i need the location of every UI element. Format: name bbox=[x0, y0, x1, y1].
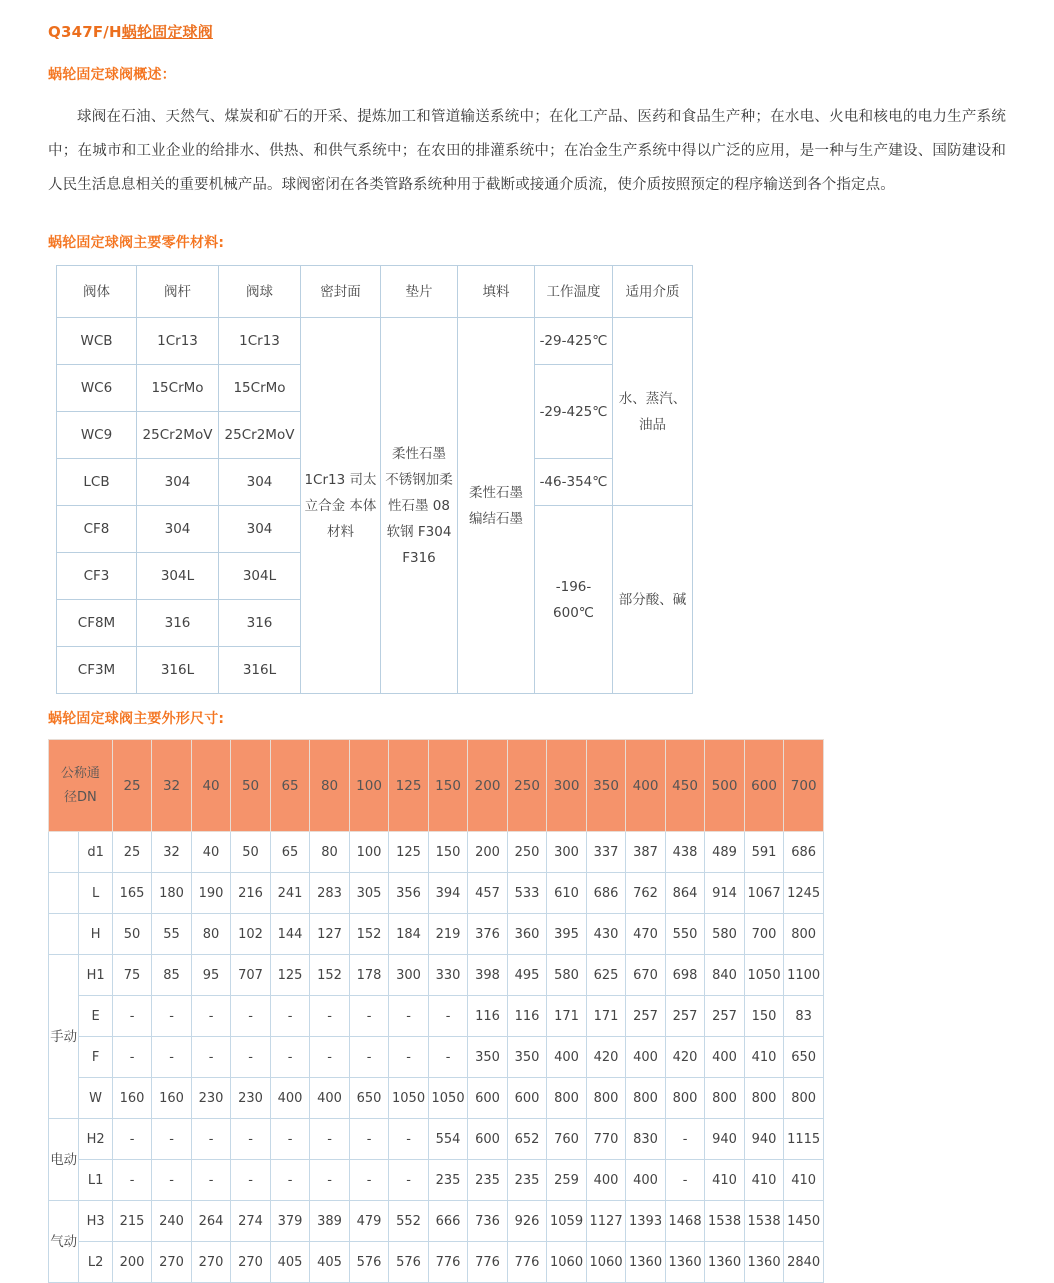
dimensions-header-dn-label: 公称通径DN bbox=[49, 740, 113, 832]
dimensions-cell-W-dn400: 800 bbox=[626, 1078, 666, 1119]
dimensions-cell-H2-dn350: 770 bbox=[586, 1119, 626, 1160]
dimensions-cell-d1-dn250: 250 bbox=[507, 832, 547, 873]
materials-cell-valve-stem: 25Cr2MoV bbox=[137, 412, 219, 459]
dimensions-cell-F-dn40: - bbox=[191, 1037, 231, 1078]
dimensions-cell-W-dn600: 800 bbox=[744, 1078, 784, 1119]
dimensions-cell-E-dn25: - bbox=[112, 996, 152, 1037]
dimensions-cell-H2-dn40: - bbox=[191, 1119, 231, 1160]
dimensions-cell-H1-dn40: 95 bbox=[191, 955, 231, 996]
dimensions-cell-d1-dn100: 100 bbox=[349, 832, 389, 873]
dimensions-cell-d1-dn50: 50 bbox=[231, 832, 271, 873]
dimensions-cell-W-dn700: 800 bbox=[784, 1078, 824, 1119]
dimensions-header-dn-500: 500 bbox=[705, 740, 745, 832]
dimensions-header-dn-400: 400 bbox=[626, 740, 666, 832]
dimensions-header-dn-200: 200 bbox=[468, 740, 508, 832]
dimensions-symbol-H3: H3 bbox=[79, 1201, 112, 1242]
dimensions-symbol-H2: H2 bbox=[79, 1119, 112, 1160]
materials-cell-valve-ball: 15CrMo bbox=[219, 365, 301, 412]
dimensions-cell-L2-dn65: 405 bbox=[270, 1242, 310, 1283]
dimensions-cell-H-dn500: 580 bbox=[705, 914, 745, 955]
dimensions-cell-H2-dn400: 830 bbox=[626, 1119, 666, 1160]
materials-cell-valve-body: WCB bbox=[57, 318, 137, 365]
dimensions-cell-W-dn65: 400 bbox=[270, 1078, 310, 1119]
dimensions-symbol-d1: d1 bbox=[79, 832, 112, 873]
dimensions-cell-H2-dn500: 940 bbox=[705, 1119, 745, 1160]
dimensions-cell-L2-dn400: 1360 bbox=[626, 1242, 666, 1283]
dimensions-cell-L1-dn150: 235 bbox=[428, 1160, 468, 1201]
materials-header-work-temp: 工作温度 bbox=[535, 266, 613, 318]
materials-cell-work-temp: -29-425℃ bbox=[535, 365, 613, 459]
dimensions-cell-H3-dn400: 1393 bbox=[626, 1201, 666, 1242]
dimensions-header-dn-100: 100 bbox=[349, 740, 389, 832]
dimensions-cell-H1-dn50: 707 bbox=[231, 955, 271, 996]
dimensions-cell-H1-dn150: 330 bbox=[428, 955, 468, 996]
dimensions-cell-L2-dn125: 576 bbox=[389, 1242, 429, 1283]
overview-heading: 蜗轮固定球阀概述： bbox=[48, 67, 176, 83]
dimensions-cell-H-dn65: 144 bbox=[270, 914, 310, 955]
dimensions-cell-d1-dn700: 686 bbox=[784, 832, 824, 873]
materials-row bbox=[57, 318, 693, 365]
dimensions-cell-L2-dn32: 270 bbox=[152, 1242, 192, 1283]
dimensions-cell-H1-dn300: 580 bbox=[547, 955, 587, 996]
dimensions-group-empty bbox=[49, 914, 79, 955]
dimensions-symbol-L: L bbox=[79, 873, 112, 914]
dimensions-cell-L-dn300: 610 bbox=[547, 873, 587, 914]
materials-cell-valve-ball: 1Cr13 bbox=[219, 318, 301, 365]
dimensions-cell-H3-dn32: 240 bbox=[152, 1201, 192, 1242]
product-page bbox=[0, 21, 1054, 1283]
dimensions-cell-E-dn150: - bbox=[428, 996, 468, 1037]
dimensions-cell-H-dn700: 800 bbox=[784, 914, 824, 955]
dimensions-cell-L2-dn450: 1360 bbox=[665, 1242, 705, 1283]
dimensions-cell-F-dn500: 400 bbox=[705, 1037, 745, 1078]
dimensions-group-empty bbox=[49, 832, 79, 873]
dimensions-cell-H3-dn125: 552 bbox=[389, 1201, 429, 1242]
dimensions-cell-W-dn32: 160 bbox=[152, 1078, 192, 1119]
dimensions-symbol-L2: L2 bbox=[79, 1242, 112, 1283]
dimensions-cell-E-dn350: 171 bbox=[586, 996, 626, 1037]
dimensions-cell-H2-dn450: - bbox=[665, 1119, 705, 1160]
materials-cell-valve-ball: 304 bbox=[219, 459, 301, 506]
dimensions-cell-H-dn32: 55 bbox=[152, 914, 192, 955]
dimensions-cell-L2-dn200: 776 bbox=[468, 1242, 508, 1283]
dimensions-cell-L1-dn100: - bbox=[349, 1160, 389, 1201]
dimensions-cell-W-dn100: 650 bbox=[349, 1078, 389, 1119]
dimensions-cell-L2-dn80: 405 bbox=[310, 1242, 350, 1283]
page-title-prefix: Q347F/H bbox=[48, 23, 122, 41]
dimensions-cell-d1-dn150: 150 bbox=[428, 832, 468, 873]
dimensions-cell-H-dn200: 376 bbox=[468, 914, 508, 955]
dimensions-cell-W-dn450: 800 bbox=[665, 1078, 705, 1119]
dimensions-cell-F-dn50: - bbox=[231, 1037, 271, 1078]
dimensions-cell-L-dn500: 914 bbox=[705, 873, 745, 914]
dimensions-cell-L1-dn40: - bbox=[191, 1160, 231, 1201]
dimensions-cell-H2-dn150: 554 bbox=[428, 1119, 468, 1160]
dimensions-cell-H1-dn350: 625 bbox=[586, 955, 626, 996]
dimensions-cell-E-dn80: - bbox=[310, 996, 350, 1037]
dimensions-cell-H1-dn100: 178 bbox=[349, 955, 389, 996]
dimensions-header-dn-150: 150 bbox=[428, 740, 468, 832]
dimensions-cell-F-dn65: - bbox=[270, 1037, 310, 1078]
dimensions-cell-d1-dn350: 337 bbox=[586, 832, 626, 873]
dimensions-table bbox=[48, 739, 824, 1283]
dimensions-symbol-F: F bbox=[79, 1037, 112, 1078]
dimensions-cell-L2-dn250: 776 bbox=[507, 1242, 547, 1283]
materials-cell-valve-ball: 316L bbox=[219, 647, 301, 694]
materials-cell-valve-body: CF3M bbox=[57, 647, 137, 694]
materials-cell-valve-ball: 304L bbox=[219, 553, 301, 600]
dimensions-header-dn-700: 700 bbox=[784, 740, 824, 832]
dimensions-cell-L2-dn40: 270 bbox=[191, 1242, 231, 1283]
dimensions-symbol-H1: H1 bbox=[79, 955, 112, 996]
dimensions-cell-d1-dn450: 438 bbox=[665, 832, 705, 873]
dimensions-cell-H3-dn250: 926 bbox=[507, 1201, 547, 1242]
dimensions-cell-L-dn700: 1245 bbox=[784, 873, 824, 914]
dimensions-cell-H3-dn80: 389 bbox=[310, 1201, 350, 1242]
dimensions-cell-H1-dn250: 495 bbox=[507, 955, 547, 996]
dimensions-cell-H1-dn80: 152 bbox=[310, 955, 350, 996]
dimensions-cell-H3-dn300: 1059 bbox=[547, 1201, 587, 1242]
dimensions-cell-H2-dn200: 600 bbox=[468, 1119, 508, 1160]
dimensions-cell-H-dn350: 430 bbox=[586, 914, 626, 955]
materials-cell-valve-stem: 316L bbox=[137, 647, 219, 694]
dimensions-group-electric: 电动 bbox=[49, 1119, 79, 1201]
dimensions-header-dn-50: 50 bbox=[231, 740, 271, 832]
dimensions-row bbox=[49, 832, 824, 873]
dimensions-cell-H2-dn125: - bbox=[389, 1119, 429, 1160]
materials-cell-valve-ball: 25Cr2MoV bbox=[219, 412, 301, 459]
dimensions-header-dn-600: 600 bbox=[744, 740, 784, 832]
dimensions-cell-L-dn600: 1067 bbox=[744, 873, 784, 914]
dimensions-cell-H1-dn65: 125 bbox=[270, 955, 310, 996]
dimensions-cell-H2-dn65: - bbox=[270, 1119, 310, 1160]
dimensions-cell-E-dn250: 116 bbox=[507, 996, 547, 1037]
dimensions-cell-H1-dn600: 1050 bbox=[744, 955, 784, 996]
dimensions-symbol-E: E bbox=[79, 996, 112, 1037]
materials-cell-valve-stem: 304L bbox=[137, 553, 219, 600]
dimensions-cell-W-dn25: 160 bbox=[112, 1078, 152, 1119]
materials-cell-valve-body: LCB bbox=[57, 459, 137, 506]
dimensions-cell-H-dn50: 102 bbox=[231, 914, 271, 955]
dimensions-row bbox=[49, 1119, 824, 1160]
dimensions-cell-F-dn250: 350 bbox=[507, 1037, 547, 1078]
dimensions-group-pneumatic: 气动 bbox=[49, 1201, 79, 1283]
dimensions-cell-L1-dn125: - bbox=[389, 1160, 429, 1201]
materials-header-seal-face: 密封面 bbox=[301, 266, 381, 318]
dimensions-cell-L1-dn32: - bbox=[152, 1160, 192, 1201]
materials-cell-work-temp: -29-425℃ bbox=[535, 318, 613, 365]
dimensions-header-dn-450: 450 bbox=[665, 740, 705, 832]
dimensions-cell-E-dn400: 257 bbox=[626, 996, 666, 1037]
dimensions-header-dn-65: 65 bbox=[270, 740, 310, 832]
dimensions-cell-d1-dn500: 489 bbox=[705, 832, 745, 873]
dimensions-cell-E-dn100: - bbox=[349, 996, 389, 1037]
dimensions-cell-H2-dn32: - bbox=[152, 1119, 192, 1160]
materials-table bbox=[56, 265, 693, 694]
dimensions-cell-L-dn40: 190 bbox=[191, 873, 231, 914]
dimensions-cell-L1-dn300: 259 bbox=[547, 1160, 587, 1201]
dimensions-cell-H-dn40: 80 bbox=[191, 914, 231, 955]
dimensions-header-dn-40: 40 bbox=[191, 740, 231, 832]
dimensions-cell-d1-dn40: 40 bbox=[191, 832, 231, 873]
dimensions-cell-H2-dn600: 940 bbox=[744, 1119, 784, 1160]
dimensions-cell-W-dn300: 800 bbox=[547, 1078, 587, 1119]
materials-header-valve-ball: 阀球 bbox=[219, 266, 301, 318]
dimensions-cell-H3-dn350: 1127 bbox=[586, 1201, 626, 1242]
dimensions-cell-d1-dn400: 387 bbox=[626, 832, 666, 873]
dimensions-row bbox=[49, 1242, 824, 1283]
dimensions-cell-H3-dn100: 479 bbox=[349, 1201, 389, 1242]
dimensions-cell-L-dn250: 533 bbox=[507, 873, 547, 914]
dimensions-cell-F-dn80: - bbox=[310, 1037, 350, 1078]
dimensions-cell-d1-dn600: 591 bbox=[744, 832, 784, 873]
dimensions-cell-d1-dn65: 65 bbox=[270, 832, 310, 873]
materials-header-valve-body: 阀体 bbox=[57, 266, 137, 318]
dimensions-cell-H1-dn200: 398 bbox=[468, 955, 508, 996]
dimensions-cell-L2-dn150: 776 bbox=[428, 1242, 468, 1283]
dimensions-cell-F-dn100: - bbox=[349, 1037, 389, 1078]
dimensions-cell-F-dn350: 420 bbox=[586, 1037, 626, 1078]
dimensions-cell-W-dn350: 800 bbox=[586, 1078, 626, 1119]
materials-header-row bbox=[57, 266, 693, 318]
dimensions-cell-H-dn450: 550 bbox=[665, 914, 705, 955]
overview-paragraph: 球阀在石油、天然气、煤炭和矿石的开采、提炼加工和管道输送系统中；在化工产品、医药和食品生产种；在水电、火电和核电的电力生产系统中；在城市和工业企业的给排水、供热、和供气系统中；在农田的排灌系统中；在冶金生产系统中得以广泛的应用，是一种与生产建设、国防建设和人民生活息息相关的重要机械产品。球阀密闭在各类管路系统种用于截断或接通介质流，使介质按照预定的程序输送到各个指定点。 bbox=[48, 109, 1006, 193]
dimensions-cell-L-dn200: 457 bbox=[468, 873, 508, 914]
dimensions-row bbox=[49, 955, 824, 996]
dimensions-cell-E-dn32: - bbox=[152, 996, 192, 1037]
dimensions-cell-L1-dn600: 410 bbox=[744, 1160, 784, 1201]
dimensions-cell-F-dn700: 650 bbox=[784, 1037, 824, 1078]
dimensions-cell-W-dn150: 1050 bbox=[428, 1078, 468, 1119]
dimensions-symbol-H: H bbox=[79, 914, 112, 955]
dimensions-row bbox=[49, 996, 824, 1037]
materials-cell-valve-stem: 304 bbox=[137, 506, 219, 553]
materials-cell-medium: 水、蒸汽、油品 bbox=[613, 318, 693, 506]
dimensions-cell-H2-dn700: 1115 bbox=[784, 1119, 824, 1160]
dimensions-header-dn-300: 300 bbox=[547, 740, 587, 832]
dimensions-cell-H3-dn40: 264 bbox=[191, 1201, 231, 1242]
dimensions-cell-L1-dn700: 410 bbox=[784, 1160, 824, 1201]
dimensions-cell-E-dn65: - bbox=[270, 996, 310, 1037]
dimensions-cell-H1-dn25: 75 bbox=[112, 955, 152, 996]
dimensions-cell-d1-dn80: 80 bbox=[310, 832, 350, 873]
dimensions-cell-H1-dn500: 840 bbox=[705, 955, 745, 996]
dimensions-cell-E-dn600: 150 bbox=[744, 996, 784, 1037]
dimensions-cell-L2-dn100: 576 bbox=[349, 1242, 389, 1283]
dimensions-cell-H1-dn700: 1100 bbox=[784, 955, 824, 996]
dimensions-cell-H-dn80: 127 bbox=[310, 914, 350, 955]
dimensions-header-dn-32: 32 bbox=[152, 740, 192, 832]
dimensions-cell-H-dn600: 700 bbox=[744, 914, 784, 955]
dimensions-cell-L-dn350: 686 bbox=[586, 873, 626, 914]
dimensions-cell-H3-dn150: 666 bbox=[428, 1201, 468, 1242]
dimensions-cell-H2-dn250: 652 bbox=[507, 1119, 547, 1160]
materials-cell-valve-body: CF8M bbox=[57, 600, 137, 647]
dimensions-cell-L2-dn25: 200 bbox=[112, 1242, 152, 1283]
materials-cell-seal-face: 1Cr13 司太立合金 本体材料 bbox=[301, 318, 381, 694]
materials-cell-medium: 部分酸、碱 bbox=[613, 506, 693, 694]
dimensions-row bbox=[49, 914, 824, 955]
dimensions-cell-L2-dn700: 2840 bbox=[784, 1242, 824, 1283]
dimensions-cell-H-dn300: 395 bbox=[547, 914, 587, 955]
dimensions-cell-d1-dn200: 200 bbox=[468, 832, 508, 873]
dimensions-cell-H3-dn65: 379 bbox=[270, 1201, 310, 1242]
dimensions-cell-d1-dn25: 25 bbox=[112, 832, 152, 873]
dimensions-cell-L-dn80: 283 bbox=[310, 873, 350, 914]
dimensions-cell-L1-dn450: - bbox=[665, 1160, 705, 1201]
materials-header-gasket: 垫片 bbox=[381, 266, 458, 318]
materials-cell-work-temp: -46-354℃ bbox=[535, 459, 613, 506]
dimensions-cell-L-dn25: 165 bbox=[112, 873, 152, 914]
dimensions-cell-L-dn50: 216 bbox=[231, 873, 271, 914]
dimensions-cell-H1-dn125: 300 bbox=[389, 955, 429, 996]
dimensions-cell-L-dn150: 394 bbox=[428, 873, 468, 914]
materials-heading: 蜗轮固定球阀主要零件材料: bbox=[48, 235, 225, 251]
dimensions-cell-H3-dn25: 215 bbox=[112, 1201, 152, 1242]
materials-cell-valve-ball: 316 bbox=[219, 600, 301, 647]
dimensions-row bbox=[49, 1160, 824, 1201]
materials-cell-valve-stem: 15CrMo bbox=[137, 365, 219, 412]
dimensions-cell-H3-dn500: 1538 bbox=[705, 1201, 745, 1242]
dimensions-cell-H2-dn25: - bbox=[112, 1119, 152, 1160]
dimensions-cell-L1-dn65: - bbox=[270, 1160, 310, 1201]
dimensions-cell-F-dn300: 400 bbox=[547, 1037, 587, 1078]
dimensions-row bbox=[49, 873, 824, 914]
dimensions-header-dn-25: 25 bbox=[112, 740, 152, 832]
dimensions-cell-H3-dn700: 1450 bbox=[784, 1201, 824, 1242]
materials-cell-valve-body: CF3 bbox=[57, 553, 137, 600]
dimensions-symbol-L1: L1 bbox=[79, 1160, 112, 1201]
dimensions-cell-W-dn200: 600 bbox=[468, 1078, 508, 1119]
dimensions-cell-E-dn40: - bbox=[191, 996, 231, 1037]
dimensions-cell-L-dn450: 864 bbox=[665, 873, 705, 914]
dimensions-cell-H3-dn200: 736 bbox=[468, 1201, 508, 1242]
dimensions-cell-H1-dn400: 670 bbox=[626, 955, 666, 996]
dimensions-cell-H2-dn100: - bbox=[349, 1119, 389, 1160]
dimensions-cell-H-dn125: 184 bbox=[389, 914, 429, 955]
dimensions-cell-H2-dn300: 760 bbox=[547, 1119, 587, 1160]
materials-header-medium: 适用介质 bbox=[613, 266, 693, 318]
dimensions-cell-L1-dn200: 235 bbox=[468, 1160, 508, 1201]
dimensions-cell-L2-dn300: 1060 bbox=[547, 1242, 587, 1283]
dimensions-cell-L2-dn500: 1360 bbox=[705, 1242, 745, 1283]
dimensions-cell-L-dn32: 180 bbox=[152, 873, 192, 914]
dimensions-cell-F-dn125: - bbox=[389, 1037, 429, 1078]
dimensions-cell-F-dn25: - bbox=[112, 1037, 152, 1078]
dimensions-cell-F-dn400: 400 bbox=[626, 1037, 666, 1078]
dimensions-cell-F-dn32: - bbox=[152, 1037, 192, 1078]
dimensions-cell-L1-dn250: 235 bbox=[507, 1160, 547, 1201]
materials-cell-valve-ball: 304 bbox=[219, 506, 301, 553]
dimensions-cell-L-dn125: 356 bbox=[389, 873, 429, 914]
dimensions-cell-F-dn600: 410 bbox=[744, 1037, 784, 1078]
dimensions-cell-H3-dn600: 1538 bbox=[744, 1201, 784, 1242]
dimensions-header-dn-250: 250 bbox=[507, 740, 547, 832]
materials-cell-valve-stem: 304 bbox=[137, 459, 219, 506]
dimensions-cell-W-dn250: 600 bbox=[507, 1078, 547, 1119]
dimensions-group-empty bbox=[49, 873, 79, 914]
dimensions-cell-H3-dn50: 274 bbox=[231, 1201, 271, 1242]
materials-header-valve-stem: 阀杆 bbox=[137, 266, 219, 318]
dimensions-cell-H-dn150: 219 bbox=[428, 914, 468, 955]
materials-cell-work-temp: -196-600℃ bbox=[535, 506, 613, 694]
dimensions-cell-W-dn500: 800 bbox=[705, 1078, 745, 1119]
dimensions-cell-L1-dn80: - bbox=[310, 1160, 350, 1201]
dimensions-cell-L-dn65: 241 bbox=[270, 873, 310, 914]
dimensions-cell-E-dn450: 257 bbox=[665, 996, 705, 1037]
dimensions-cell-d1-dn125: 125 bbox=[389, 832, 429, 873]
dimensions-cell-H2-dn50: - bbox=[231, 1119, 271, 1160]
page-title bbox=[48, 21, 1054, 42]
dimensions-cell-L1-dn25: - bbox=[112, 1160, 152, 1201]
dimensions-cell-L1-dn50: - bbox=[231, 1160, 271, 1201]
dimensions-cell-L1-dn350: 400 bbox=[586, 1160, 626, 1201]
dimensions-cell-H-dn250: 360 bbox=[507, 914, 547, 955]
materials-cell-packing: 柔性石墨 编结石墨 bbox=[458, 318, 535, 694]
materials-cell-valve-body: CF8 bbox=[57, 506, 137, 553]
dimensions-cell-H-dn100: 152 bbox=[349, 914, 389, 955]
dimensions-cell-W-dn125: 1050 bbox=[389, 1078, 429, 1119]
dimensions-cell-L-dn400: 762 bbox=[626, 873, 666, 914]
dimensions-cell-L1-dn500: 410 bbox=[705, 1160, 745, 1201]
dimensions-header-dn-350: 350 bbox=[586, 740, 626, 832]
dimensions-cell-H1-dn32: 85 bbox=[152, 955, 192, 996]
dimensions-header-dn-125: 125 bbox=[389, 740, 429, 832]
dimensions-cell-E-dn50: - bbox=[231, 996, 271, 1037]
dimensions-row bbox=[49, 1201, 824, 1242]
dimensions-cell-L2-dn600: 1360 bbox=[744, 1242, 784, 1283]
dimensions-cell-H2-dn80: - bbox=[310, 1119, 350, 1160]
dimensions-cell-E-dn500: 257 bbox=[705, 996, 745, 1037]
dimensions-cell-d1-dn300: 300 bbox=[547, 832, 587, 873]
materials-cell-valve-body: WC6 bbox=[57, 365, 137, 412]
dimensions-heading: 蜗轮固定球阀主要外形尺寸: bbox=[48, 711, 225, 727]
materials-header-packing: 填料 bbox=[458, 266, 535, 318]
dimensions-cell-F-dn200: 350 bbox=[468, 1037, 508, 1078]
dimensions-group-manual: 手动 bbox=[49, 955, 79, 1119]
materials-cell-valve-stem: 316 bbox=[137, 600, 219, 647]
dimensions-cell-L2-dn50: 270 bbox=[231, 1242, 271, 1283]
dimensions-cell-d1-dn32: 32 bbox=[152, 832, 192, 873]
dimensions-cell-W-dn80: 400 bbox=[310, 1078, 350, 1119]
dimensions-cell-L-dn100: 305 bbox=[349, 873, 389, 914]
dimensions-symbol-W: W bbox=[79, 1078, 112, 1119]
dimensions-cell-W-dn50: 230 bbox=[231, 1078, 271, 1119]
dimensions-cell-L2-dn350: 1060 bbox=[586, 1242, 626, 1283]
dimensions-cell-E-dn300: 171 bbox=[547, 996, 587, 1037]
dimensions-header-dn-80: 80 bbox=[310, 740, 350, 832]
dimensions-cell-H1-dn450: 698 bbox=[665, 955, 705, 996]
dimensions-row bbox=[49, 1037, 824, 1078]
dimensions-cell-W-dn40: 230 bbox=[191, 1078, 231, 1119]
dimensions-cell-E-dn125: - bbox=[389, 996, 429, 1037]
dimensions-cell-F-dn450: 420 bbox=[665, 1037, 705, 1078]
dimensions-cell-F-dn150: - bbox=[428, 1037, 468, 1078]
dimensions-cell-H-dn25: 50 bbox=[112, 914, 152, 955]
dimensions-cell-H-dn400: 470 bbox=[626, 914, 666, 955]
dimensions-cell-L1-dn400: 400 bbox=[626, 1160, 666, 1201]
dimensions-header-row bbox=[49, 740, 824, 832]
materials-cell-valve-stem: 1Cr13 bbox=[137, 318, 219, 365]
materials-cell-gasket: 柔性石墨 不锈钢加柔性石墨 08软钢 F304 F316 bbox=[381, 318, 458, 694]
dimensions-row bbox=[49, 1078, 824, 1119]
dimensions-cell-H3-dn450: 1468 bbox=[665, 1201, 705, 1242]
dimensions-cell-E-dn700: 83 bbox=[784, 996, 824, 1037]
dimensions-cell-E-dn200: 116 bbox=[468, 996, 508, 1037]
materials-cell-valve-body: WC9 bbox=[57, 412, 137, 459]
page-title-link[interactable]: 蜗轮固定球阀 bbox=[121, 23, 213, 41]
